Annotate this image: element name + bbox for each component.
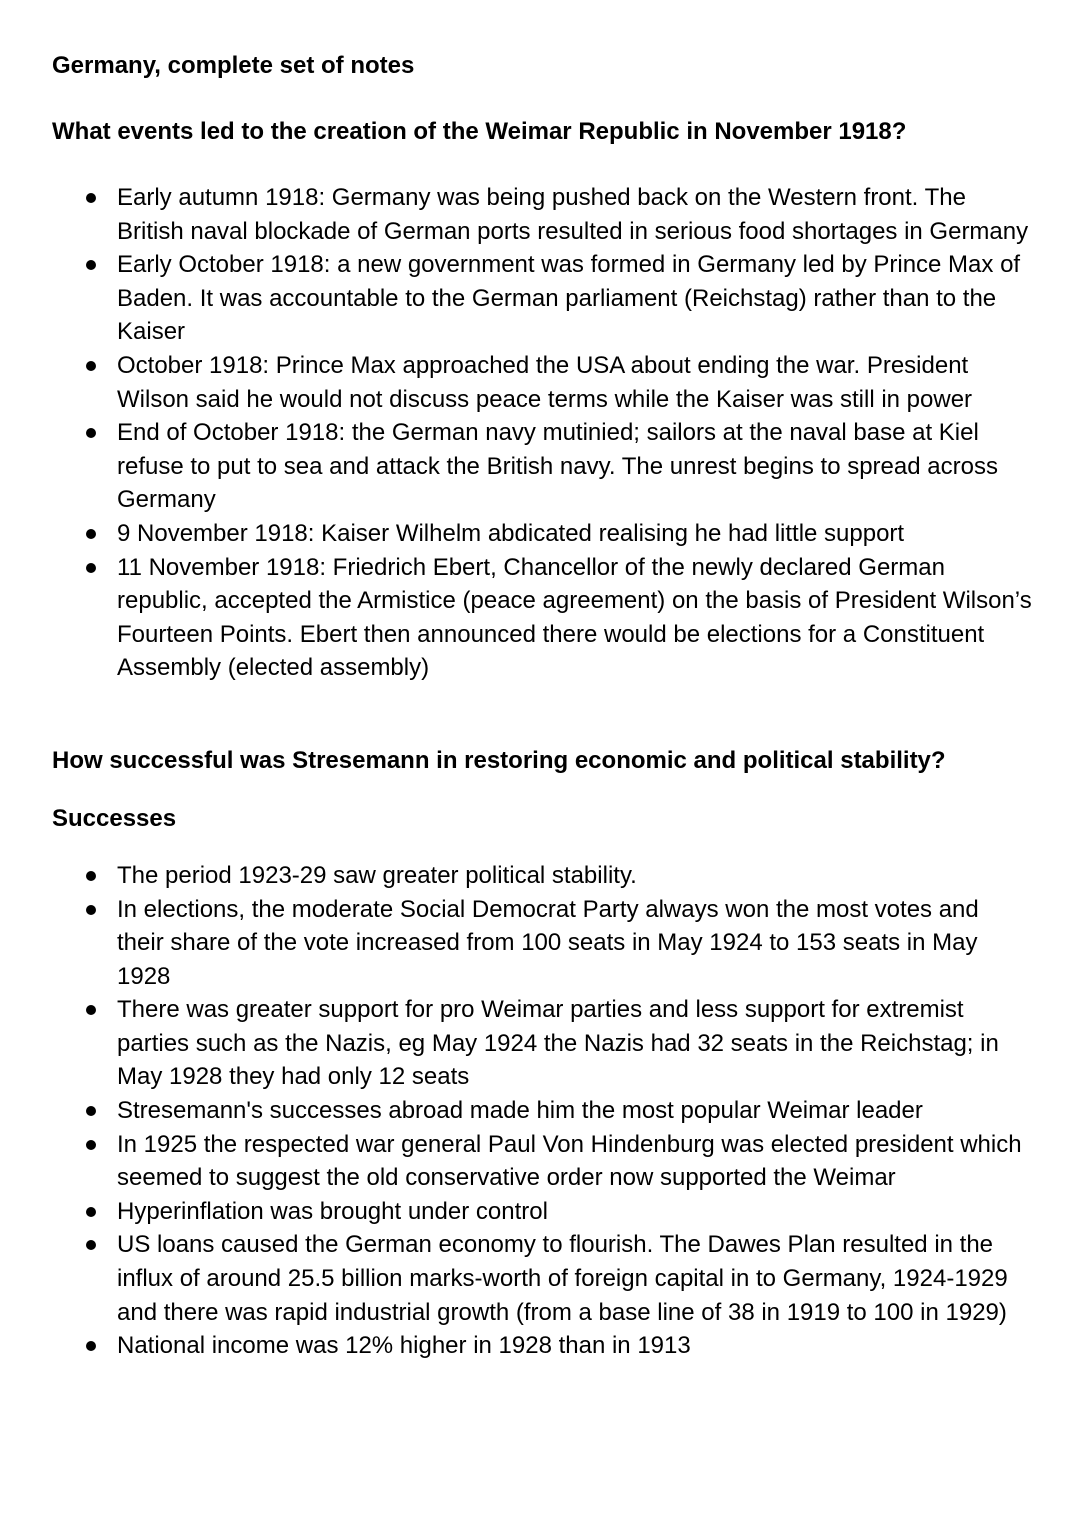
list-item <box>52 993 1032 1094</box>
list-item <box>52 859 1032 893</box>
bullet-icon <box>86 260 96 270</box>
bullet-icon <box>86 1240 96 1250</box>
list-item <box>52 349 1032 416</box>
list-item-text: US loans caused the German economy to flourish. The Dawes Plan resulted in the influx of around 25.5 billion marks-worth of foreign capital in to Germany, 1924-1929 and there was rapid industrial growth (from a base line of 38 in 1919 to 100 in 1929) <box>117 1231 1008 1326</box>
bullet-icon <box>86 1005 96 1015</box>
list-item-text: The period 1923-29 saw greater political stability. <box>117 861 637 889</box>
bullet-icon <box>86 529 96 539</box>
list-item <box>52 517 1032 551</box>
list-item <box>52 416 1032 517</box>
list-item-text: National income was 12% higher in 1928 than in 1913 <box>117 1332 691 1360</box>
section-heading: How successful was Stresemann in restoring economic and political stability? <box>52 746 946 774</box>
list-item <box>52 551 1032 685</box>
bullet-list <box>52 181 1042 685</box>
bullet-icon <box>86 1207 96 1217</box>
bullet-list <box>52 859 1042 1363</box>
list-item-text: Hyperinflation was brought under control <box>117 1197 548 1225</box>
document-title: Germany, complete set of notes <box>52 52 415 79</box>
bullet-icon <box>86 563 96 573</box>
list-item <box>52 1228 1032 1329</box>
list-item <box>52 1329 1032 1363</box>
list-item-text: End of October 1918: the German navy mutinied; sailors at the naval base at Kiel refuse to put to sea and attack the British navy. The unrest begins to spread across Germany <box>117 419 998 514</box>
list-item <box>52 893 1032 994</box>
list-item <box>52 1128 1032 1195</box>
bullet-icon <box>86 193 96 203</box>
bullet-icon <box>86 1106 96 1116</box>
document-page <box>52 48 1042 1363</box>
list-item <box>52 1094 1032 1128</box>
section-stresemann <box>52 743 1042 1363</box>
list-item-text: October 1918: Prince Max approached the USA about ending the war. President Wilson said he would not discuss peace terms while the Kaiser was still in power <box>117 351 973 413</box>
bullet-icon <box>86 1140 96 1150</box>
list-item-text: Stresemann's successes abroad made him the most popular Weimar leader <box>117 1097 923 1125</box>
list-item-text: In 1925 the respected war general Paul Von Hindenburg was elected president which seemed to suggest the old conservative order now supported the Weimar <box>117 1130 1022 1192</box>
list-item-text: Early autumn 1918: Germany was being pushed back on the Western front. The British naval blockade of German ports resulted in serious food shortages in Germany <box>117 184 1029 245</box>
list-item <box>52 181 1032 248</box>
bullet-icon <box>86 361 96 371</box>
list-item-text: 11 November 1918: Friedrich Ebert, Chancellor of the newly declared German republic, accepted the Armistice (peace agreement) on the basis of President Wilson’s Fourteen Points. Ebert then announced there would be elections for a Constituent Assembly (elected assembly) <box>117 553 1032 682</box>
list-item-text: In elections, the moderate Social Democrat Party always won the most votes and their share of the vote increased from 100 seats in May 1924 to 153 seats in May 1928 <box>117 895 979 990</box>
section-subheading: Successes <box>52 804 177 832</box>
section-weimar-creation <box>52 114 1042 685</box>
section-heading: What events led to the creation of the Weimar Republic in November 1918? <box>52 118 907 145</box>
list-item-text: There was greater support for pro Weimar parties and less support for extremist parties such as the Nazis, eg May 1924 the Nazis had 32 seats in the Reichstag; in May 1928 they had only 12 seats <box>117 996 999 1091</box>
list-item <box>52 248 1032 349</box>
bullet-icon <box>86 1341 96 1351</box>
bullet-icon <box>86 905 96 915</box>
bullet-icon <box>86 871 96 881</box>
list-item-text: 9 November 1918: Kaiser Wilhelm abdicated realising he had little support <box>117 519 905 547</box>
list-item <box>52 1195 1032 1229</box>
bullet-icon <box>86 428 96 438</box>
list-item-text: Early October 1918: a new government was formed in Germany led by Prince Max of Baden. It was accountable to the German parliament (Reichstag) rather than to the Kaiser <box>117 251 1021 346</box>
